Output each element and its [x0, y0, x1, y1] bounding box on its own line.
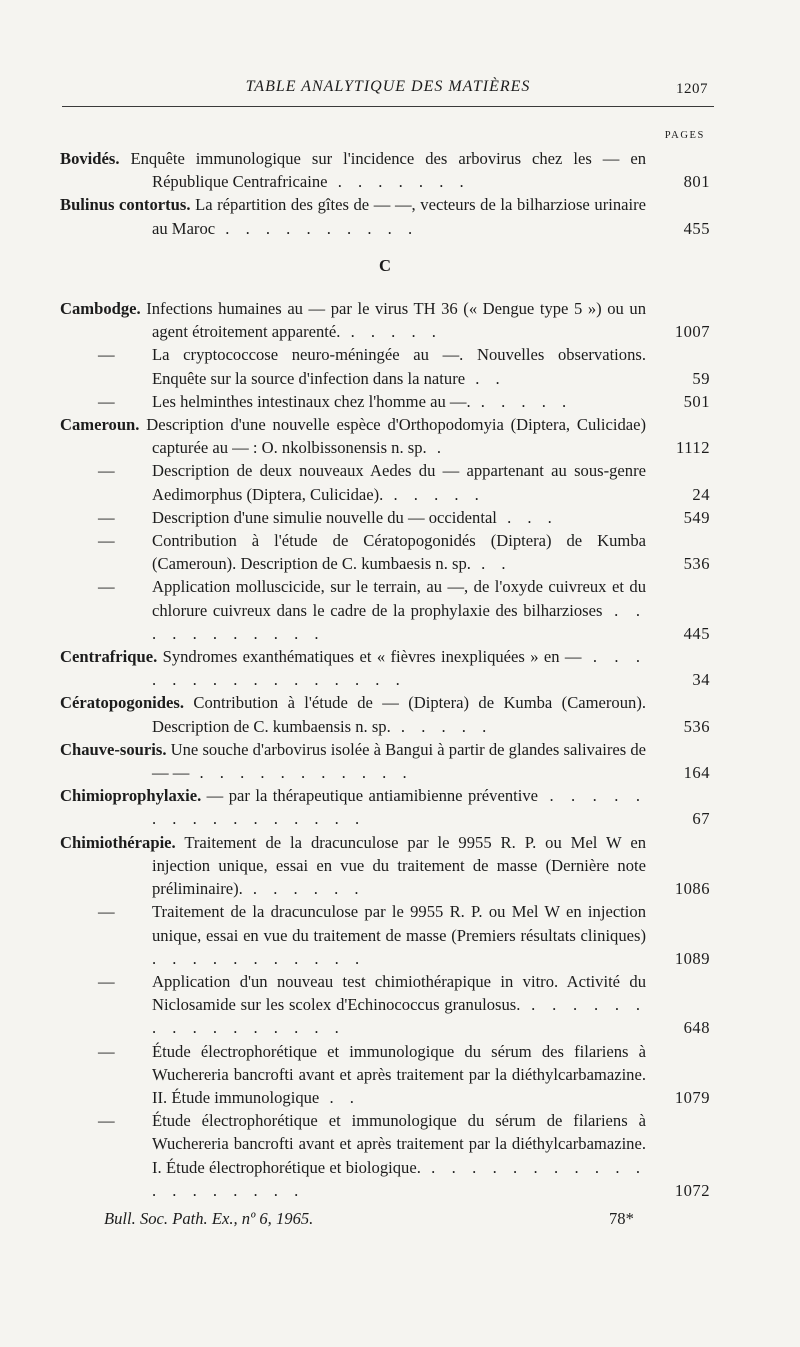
entry-text-block [60, 1109, 646, 1202]
index-entry [60, 147, 710, 193]
entry-description: Description d'une simulie nouvelle du — occidental [152, 507, 497, 527]
index-entry [60, 831, 710, 901]
entry-heading: Chauve-souris. [60, 739, 167, 759]
entry-text-block [60, 297, 646, 343]
index-entry [60, 738, 710, 784]
index-content [60, 147, 710, 1202]
entry-text-block [60, 147, 646, 193]
entry-leader: . . . . . . . . . . . [152, 600, 646, 643]
entry-text-block [60, 193, 646, 239]
index-entry [60, 193, 710, 239]
entry-page-number: 536 [683, 554, 710, 574]
entry-leader: . . . . . . . . . . . . . . . . [152, 647, 647, 690]
entry-text-block [60, 1040, 646, 1110]
entry-heading: Cambodge. [60, 299, 141, 319]
entry-description: Une souche d'arbovirus isolée à Bangui à partir de glandes salivaires de — — [152, 739, 646, 783]
entry-leader: . . . . . . . . . . . [152, 948, 366, 968]
entry-dash: — [98, 461, 115, 481]
entry-page-number: 549 [683, 507, 710, 527]
entry-description: Étude électrophorétique et immunologique du sérum de filariens à Wuchereria bancrofti avant et après traitement par la diéthylcarbamazine. I. Étude électrophorétique et biologique. [152, 1111, 646, 1177]
entry-description: Contribution à l'étude de Cératopogonidés (Diptera) de Kumba (Cameroun). Description de C. kumbaesis n. sp. [152, 531, 646, 574]
entry-text-block [60, 645, 646, 691]
index-entry [60, 900, 710, 970]
index-entry [60, 343, 710, 389]
footer-citation: Bull. Soc. Path. Ex., nº 6, 1965. [104, 1209, 314, 1228]
entry-dash: — [98, 577, 115, 597]
index-group-b [60, 147, 710, 240]
entry-text-block [60, 691, 646, 737]
entry-page-number: 34 [692, 670, 710, 690]
entry-page-number: 536 [683, 716, 710, 736]
index-entry [60, 413, 710, 459]
entry-text-block [60, 900, 646, 970]
footer-signature: 78* [609, 1209, 634, 1228]
entry-heading: Chimioprophylaxie. [60, 786, 202, 806]
entry-page-number: 1072 [674, 1180, 710, 1200]
entry-dash: — [98, 391, 115, 411]
entry-description: Les helminthes intestinaux chez l'homme au —. [152, 391, 471, 411]
entry-page-number: 1007 [674, 322, 710, 342]
entry-leader: . . . . . . . . . . . . . . . . [152, 786, 646, 829]
entry-leader: . . . . . . . [327, 172, 470, 192]
index-entry [60, 390, 710, 413]
page-footer [104, 1209, 634, 1229]
entry-page-number: 445 [683, 623, 710, 643]
entry-leader: . . . [496, 507, 558, 527]
entry-leader: . . . . . . . . . . . [189, 763, 413, 783]
index-entry [60, 297, 710, 343]
entry-text-block [60, 343, 646, 389]
entry-page-number: 648 [683, 1018, 710, 1038]
entry-heading: Bulinus contortus. [60, 195, 191, 215]
entry-description: La répartition des gîtes de — —, vecteurs de la bilharziose urinaire au Maroc [152, 195, 646, 238]
entry-description: Traitement de la dracunculose par le 9955 R. P. ou Mel W en injection unique, essai en vue du traitement de masse (Premiers résultats cliniques) [152, 902, 646, 945]
index-entry [60, 459, 710, 505]
entry-page-number: 164 [683, 763, 710, 783]
entry-leader: . . . . . [470, 391, 573, 411]
index-entry [60, 691, 710, 737]
entry-text-block [60, 390, 646, 413]
entry-description: Contribution à l'étude de — (Diptera) de Kumba (Cameroun). Description de C. kumbaensis n. sp. [152, 693, 646, 736]
entry-heading: Cameroun. [60, 415, 140, 435]
entry-page-number: 501 [683, 391, 710, 411]
pages-column-label: PAGES [664, 130, 705, 141]
entry-text-block [60, 575, 646, 645]
entry-dash: — [98, 531, 115, 551]
entry-description: Infections humaines au — par le virus TH 36 (« Dengue type 5 ») ou un agent étroitement apparenté. [140, 299, 646, 342]
entry-page-number: 1079 [674, 1087, 710, 1107]
entry-dash: — [98, 507, 115, 527]
entry-text-block [60, 784, 646, 830]
entry-leader: . . . . . [390, 716, 493, 736]
entry-description: Description d'une nouvelle espèce d'Orthopodomyia (Diptera, Culicidae) capturée au — : O. nkolbissonensis n. sp. [139, 415, 646, 458]
entry-page-number: 67 [692, 809, 710, 829]
entry-heading: Chimiothérapie. [60, 832, 176, 852]
index-entry [60, 970, 710, 1040]
entry-leader: . . . . . . [242, 879, 365, 899]
index-entry [60, 529, 710, 575]
index-entry [60, 1040, 710, 1110]
entry-text-block [60, 831, 646, 901]
entry-description: Description de deux nouveaux Aedes du — appartenant au sous-genre Aedimorphus (Diptera, Culicidae). [152, 461, 646, 504]
section-letter: C [379, 255, 391, 275]
entry-text-block [60, 738, 646, 784]
index-entry [60, 645, 710, 691]
entry-heading: Centrafrique. [60, 647, 158, 667]
entry-leader: . . . . . . . . . . . . . . . . [152, 995, 646, 1038]
entry-description: Étude électrophorétique et immunologique du sérum des filariens à Wuchereria bancrofti avant et après traitement par la diéthylcarbamazine. II. Étude immunologique [152, 1041, 646, 1107]
index-group-c [60, 297, 710, 1202]
index-entry [60, 784, 710, 830]
entry-description: Application molluscicide, sur le terrain, au —, de l'oxyde cuivreux et du chlorure cuivreux dans le cadre de la prophylaxie des bilharzioses [152, 577, 646, 620]
entry-leader: . [426, 438, 447, 458]
entry-text-block [60, 459, 646, 505]
entry-description: — par la thérapeutique antiamibienne préventive [201, 786, 539, 806]
entry-page-number: 801 [683, 172, 710, 192]
entry-description: Application d'un nouveau test chimiothérapique in vitro. Activité du Niclosamide sur les scolex d'Echinococcus granulosus. [152, 971, 646, 1015]
entry-leader: . . . . . [383, 484, 485, 504]
index-entry [60, 575, 710, 645]
entry-leader: . . . . . [340, 322, 442, 342]
entry-text-block [60, 970, 646, 1040]
index-entry [60, 506, 710, 529]
entry-page-number: 1089 [674, 948, 710, 968]
entry-leader: . . [470, 554, 512, 574]
entry-text-block [60, 413, 646, 459]
entry-description: Enquête immunologique sur l'incidence des arbovirus chez les — en République Centrafricaine [119, 149, 646, 192]
running-header [62, 78, 714, 107]
entry-page-number: 455 [683, 218, 710, 238]
entry-leader: . . [465, 368, 506, 388]
entry-text-block [60, 529, 646, 575]
entry-leader: . . . . . . . . . . . . . . . . . . . [152, 1157, 646, 1200]
entry-leader: . . [319, 1087, 360, 1107]
running-title: TABLE ANALYTIQUE DES MATIÈRES [245, 78, 531, 95]
entry-description: La cryptococcose neuro-méningée au —. Nouvelles observations. Enquête sur la source d'infection dans la nature [152, 345, 646, 388]
entry-dash: — [98, 345, 115, 365]
page-number: 1207 [676, 81, 708, 97]
entry-dash: — [98, 902, 115, 922]
entry-description: Syndromes exanthématiques et « fièvres inexpliquées » en — [157, 647, 582, 667]
entry-dash: — [98, 1041, 115, 1061]
index-entry [60, 1109, 710, 1202]
entry-page-number: 1086 [674, 879, 710, 899]
entry-page-number: 1112 [676, 438, 710, 458]
entry-description: Traitement de la dracunculose par le 9955 R. P. ou Mel W en injection unique, essai en vue du traitement de masse (Dernière note préliminaire). [152, 832, 646, 899]
entry-page-number: 24 [692, 484, 710, 504]
entry-page-number: 59 [692, 368, 710, 388]
entry-dash: — [98, 971, 115, 991]
entry-dash: — [98, 1111, 115, 1131]
entry-text-block [60, 506, 646, 529]
entry-heading: Bovidés. [60, 149, 120, 168]
entry-heading: Cératopogonides. [60, 693, 184, 713]
entry-leader: . . . . . . . . . . [215, 218, 419, 238]
